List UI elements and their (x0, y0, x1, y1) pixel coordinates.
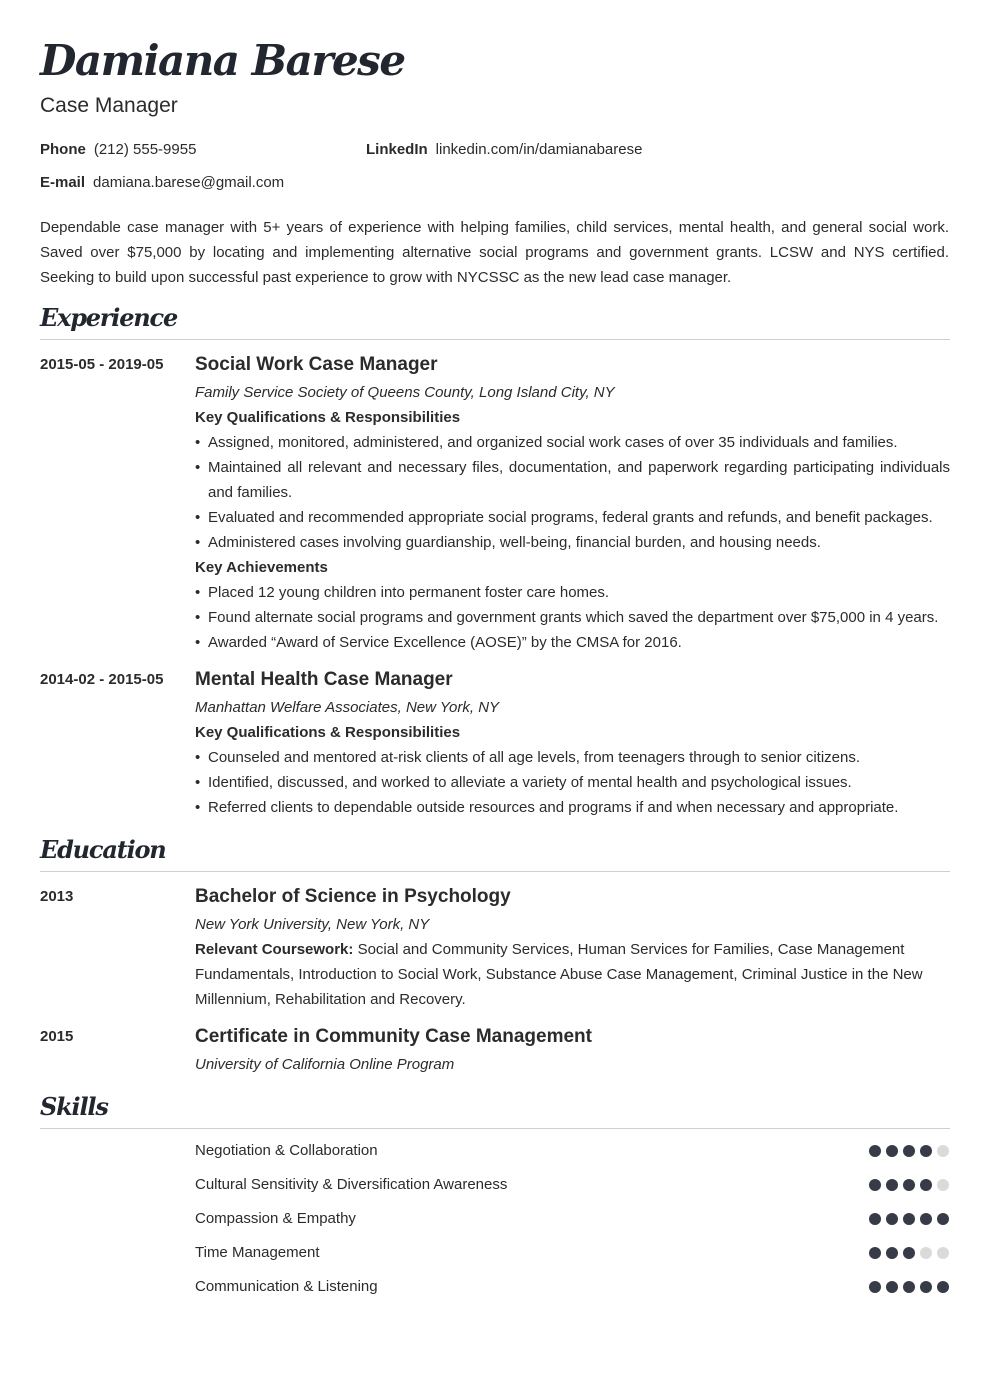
rating-dot-filled (886, 1247, 898, 1259)
rating-dot-filled (920, 1145, 932, 1157)
rating-dot-filled (903, 1247, 915, 1259)
rating-dot-filled (869, 1179, 881, 1191)
school-name: New York University, New York, NY (195, 916, 430, 933)
rating-dot-filled (903, 1179, 915, 1191)
rating-dot-filled (886, 1281, 898, 1293)
degree-title: Bachelor of Science in Psychology (195, 886, 511, 907)
rating-dot-empty (937, 1145, 949, 1157)
job-title: Case Manager (40, 94, 178, 117)
job-title: Mental Health Case Manager (195, 669, 453, 690)
linkedin-label: LinkedIn (366, 141, 428, 158)
coursework-label: Relevant Coursework: (195, 941, 354, 958)
contact-email (40, 174, 284, 192)
contact-phone (40, 141, 196, 159)
rating-dot-empty (937, 1247, 949, 1259)
experience-divider (40, 339, 950, 340)
skill-row (195, 1240, 950, 1274)
skill-row (195, 1206, 950, 1240)
rating-dot-filled (937, 1213, 949, 1225)
skill-rating (869, 1213, 949, 1225)
rating-dot-filled (903, 1145, 915, 1157)
rating-dot-empty (937, 1179, 949, 1191)
qualifications-list (195, 430, 950, 555)
skill-rating (869, 1145, 949, 1157)
list-item: • Referred clients to dependable outside resources and programs if and when necessary and appropriate. (195, 795, 950, 820)
degree-title: Certificate in Community Case Management (195, 1026, 592, 1047)
skill-name: Compassion & Empathy (195, 1210, 356, 1227)
rating-dot-filled (903, 1213, 915, 1225)
education-entry (40, 1023, 950, 1077)
education-year: 2015 (40, 1028, 74, 1045)
skill-rating (869, 1247, 949, 1259)
list-item: • Maintained all relevant and necessary files, documentation, and paperwork regarding participating individuals and families. (195, 455, 950, 505)
contact-linkedin (366, 141, 642, 159)
rating-dot-filled (903, 1281, 915, 1293)
rating-dot-filled (920, 1281, 932, 1293)
school-name: University of California Online Program (195, 1056, 455, 1073)
qualifications-heading: Key Qualifications & Responsibilities (195, 409, 461, 426)
list-item: • Awarded “Award of Service Excellence (AOSE)” by the CMSA for 2016. (195, 630, 950, 655)
skill-rating (869, 1281, 949, 1293)
rating-dot-filled (920, 1179, 932, 1191)
skill-rating (869, 1179, 949, 1191)
rating-dot-empty (920, 1247, 932, 1259)
rating-dot-filled (869, 1213, 881, 1225)
achievements-heading: Key Achievements (195, 559, 328, 576)
education-divider (40, 871, 950, 872)
skill-row (195, 1172, 950, 1206)
rating-dot-filled (886, 1179, 898, 1191)
summary: Dependable case manager with 5+ years of experience with helping families, child services, mental health, and general social work. Saved over $75,000 by locating and implementing alternative social programs and government grants. LCSW and NYS certified. Seeking to build upon successful past experience to grow with NYCSSC as the new lead case manager. (40, 219, 949, 286)
skills-list (195, 1138, 950, 1308)
phone-label: Phone (40, 141, 86, 158)
list-item: • Assigned, monitored, administered, and organized social work cases of over 35 individuals and families. (195, 430, 950, 455)
phone-value: (212) 555-9955 (93, 141, 197, 158)
experience-entry (40, 351, 950, 655)
candidate-name: Damiana Barese (40, 36, 405, 85)
list-item: • Evaluated and recommended appropriate social programs, federal grants and refunds, and benefit packages. (195, 505, 950, 530)
achievements-list (195, 580, 950, 655)
skills-divider (40, 1128, 950, 1129)
job-dates: 2014-02 - 2015-05 (40, 671, 164, 688)
experience-heading: Experience (40, 303, 178, 332)
rating-dot-filled (920, 1213, 932, 1225)
rating-dot-filled (869, 1145, 881, 1157)
rating-dot-filled (886, 1145, 898, 1157)
skill-name: Time Management (195, 1244, 320, 1261)
email-label: E-mail (40, 174, 86, 191)
rating-dot-filled (869, 1247, 881, 1259)
skill-name: Negotiation & Collaboration (195, 1142, 378, 1159)
list-item: • Placed 12 young children into permanent foster care homes. (195, 580, 950, 605)
rating-dot-filled (937, 1281, 949, 1293)
education-entry (40, 883, 950, 1012)
list-item: • Identified, discussed, and worked to alleviate a variety of mental health and psychological issues. (195, 770, 950, 795)
list-item: • Found alternate social programs and government grants which saved the department over $75,000 in 4 years. (195, 605, 950, 630)
coursework (195, 937, 950, 1012)
education-heading: Education (40, 835, 166, 864)
list-item: • Administered cases involving guardianship, well-being, financial burden, and housing needs. (195, 530, 950, 555)
job-company: Manhattan Welfare Associates, New York, NY (195, 699, 500, 716)
experience-entry (40, 666, 950, 820)
list-item: • Counseled and mentored at-risk clients of all age levels, from teenagers through to senior citizens. (195, 745, 950, 770)
skill-name: Communication & Listening (195, 1278, 378, 1295)
rating-dot-filled (886, 1213, 898, 1225)
job-title: Social Work Case Manager (195, 354, 438, 375)
skills-heading: Skills (40, 1092, 108, 1121)
coursework-list: Social and Community Services, Human Services for Families, Case Management Fundamentals, Introduction to Social Work, Substance Abuse Case Management, Criminal Justice in the New Millennium, Rehabilitation and Recovery. (195, 941, 923, 1008)
skill-row (195, 1274, 950, 1308)
rating-dot-filled (869, 1281, 881, 1293)
qualifications-list (195, 745, 950, 820)
skill-row (195, 1138, 950, 1172)
email-value[interactable]: damiana.barese@gmail.com (93, 174, 285, 191)
education-year: 2013 (40, 888, 74, 905)
job-company: Family Service Society of Queens County, Long Island City, NY (195, 384, 615, 401)
qualifications-heading: Key Qualifications & Responsibilities (195, 724, 461, 741)
skill-name: Cultural Sensitivity & Diversification Awareness (195, 1176, 508, 1193)
job-dates: 2015-05 - 2019-05 (40, 356, 164, 373)
linkedin-value[interactable]: linkedin.com/in/damianabarese (435, 141, 643, 158)
